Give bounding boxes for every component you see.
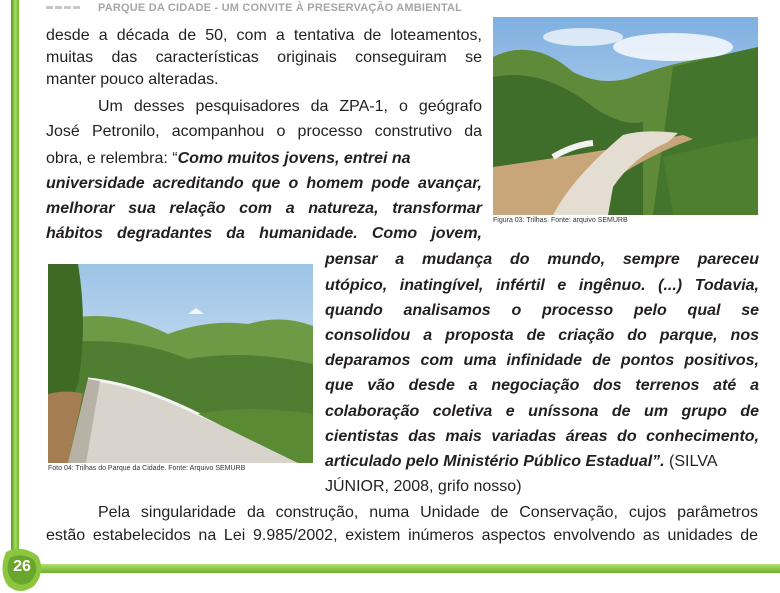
- trail-photo-1: [493, 17, 758, 215]
- citation-line: JÚNIOR, 2008, grifo nosso): [325, 478, 522, 495]
- quote-lead-in: obra, e relembra: “: [46, 150, 178, 167]
- running-header: PARQUE DA CIDADE - UM CONVITE À PRESERVAÇÃO AMBIENTAL: [98, 2, 463, 14]
- photo-caption: Foto 04: Trilhas do Parque da Cidade. Fonte: Arquivo SEMURB: [48, 465, 246, 472]
- body-line: desde a década de 50, com a tentativa de loteamentos,: [46, 27, 482, 44]
- quote-line: pensar a mudança do mundo, sempre pareceu: [325, 251, 759, 268]
- body-line: estão estabelecidos na Lei 9.985/2002, existem inúmeros aspectos envolvendo as unidades de: [46, 527, 758, 544]
- body-line: manter pouco alteradas.: [46, 71, 219, 88]
- quote-line: que vão desde a negociação dos terrenos até a: [325, 377, 759, 394]
- figure-caption: Figura 03: Trilhas. Fonte: arquivo SEMURB: [493, 217, 628, 224]
- body-line: José Petronilo, acompanhou o processo construtivo da: [46, 123, 482, 140]
- body-line: Um desses pesquisadores da ZPA-1, o geógrafo: [98, 98, 482, 115]
- quote-line: quando analisamos o processo pelo qual se: [325, 302, 759, 319]
- quote-start: Como muitos jovens, entrei na: [177, 150, 411, 167]
- page-number: 26: [13, 558, 31, 575]
- trail-photo-2: [48, 264, 313, 463]
- quote-end-line: [325, 451, 759, 473]
- left-green-bar: [11, 0, 19, 556]
- quote-end: articulado pelo Ministério Público Estadual”.: [325, 453, 665, 470]
- quote-line: utópico, inatingível, infértil e ingênuo. (...) Todavia,: [325, 277, 759, 294]
- quote-line: hábitos degradantes da humanidade. Como jovem,: [46, 225, 482, 242]
- citation-start: (SILVA: [664, 453, 718, 470]
- quote-line: consolidou a proposta de criação do parque, nos: [325, 327, 759, 344]
- body-line: [46, 148, 482, 170]
- body-line: Pela singularidade da construção, numa Unidade de Conservação, cujos parâmetros: [98, 504, 758, 521]
- header-dashes: [46, 6, 80, 9]
- bottom-green-bar: [24, 564, 780, 573]
- quote-line: melhorar sua relação com a natureza, transformar: [46, 200, 482, 217]
- body-line: muitas das características originais conseguiram se: [46, 49, 482, 66]
- quote-line: cientistas das mais variadas áreas do conhecimento,: [325, 428, 759, 445]
- quote-line: universidade acreditando que o homem pode avançar,: [46, 175, 482, 192]
- quote-line: deparamos com uma infinidade de pontos positivos,: [325, 352, 759, 369]
- quote-line: colaboração coletiva e uníssona de um grupo de: [325, 403, 759, 420]
